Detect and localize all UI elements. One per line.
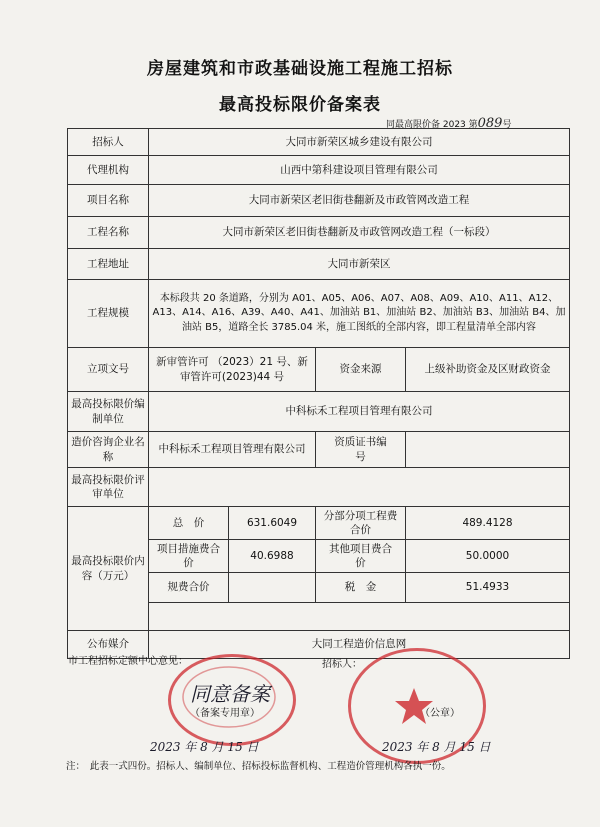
project-name-value: 大同市新荣区老旧街巷翻新及市政管网改造工程 (149, 185, 570, 217)
address-value: 大同市新荣区 (149, 249, 570, 280)
subitem-label: 分部分项工程费合价 (316, 507, 406, 540)
cert-value (406, 432, 570, 468)
scale-label: 工程规模 (68, 280, 149, 348)
row-price-1 (68, 507, 570, 540)
price-blank (149, 603, 570, 631)
fees-value (229, 573, 316, 603)
row-engineering-name (68, 217, 570, 249)
tenderer-value: 大同市新荣区城乡建设有限公司 (149, 129, 570, 156)
subitem-value: 489.4128 (406, 507, 570, 540)
cert-label: 资质证书编 号 (316, 432, 406, 468)
tenderer-date: 2023 年 8 月 15 日 (382, 740, 491, 754)
row-tenderer (68, 129, 570, 156)
center-opinion-label: 市工程招标定额中心意见： (68, 656, 188, 667)
footnote: 注： 此表一式四份。招标人、编制单位、招标投标监督机构、工程造价管理机构各执一份。 (66, 761, 451, 772)
title-line-1: 房屋建筑和市政基础设施工程施工招标 (147, 59, 453, 79)
row-compiler (68, 392, 570, 432)
row-consultant (68, 432, 570, 468)
center-date: 2023 年 8 月 15 日 (150, 740, 259, 754)
title-line-2: 最高投标限价备案表 (219, 95, 381, 115)
media-value: 大同工程造价信息网 (149, 631, 570, 659)
tenderer-label: 招标人 (68, 129, 149, 156)
compiler-value: 中科标禾工程项目管理有限公司 (149, 392, 570, 432)
tenderer-seal-note: （公章） (420, 708, 460, 719)
other-value: 50.0000 (406, 540, 570, 573)
compiler-label: 最高投标限价编制单位 (68, 392, 149, 432)
total-label: 总 价 (149, 507, 229, 540)
measures-value: 40.6988 (229, 540, 316, 573)
doc-number-value: 089 (477, 116, 503, 131)
agent-value: 山西中第科建设项目管理有限公司 (149, 156, 570, 185)
approval-label: 立项文号 (68, 348, 149, 392)
row-scale (68, 280, 570, 348)
row-reviewer (68, 468, 570, 507)
other-label: 其他项目费合 价 (316, 540, 406, 573)
total-value: 631.6049 (229, 507, 316, 540)
filing-table (67, 128, 570, 659)
tax-label: 税 金 (316, 573, 406, 603)
engineering-name-value: 大同市新荣区老旧街巷翻新及市政管网改造工程（一标段） (149, 217, 570, 249)
address-label: 工程地址 (68, 249, 149, 280)
engineering-name-label: 工程名称 (68, 217, 149, 249)
row-project-name (68, 185, 570, 217)
doc-number-suffix: 号 (502, 120, 512, 130)
media-label: 公布媒介 (68, 631, 149, 659)
fees-label: 规费合价 (149, 573, 229, 603)
consultant-label: 造价咨询企业名称 (68, 432, 149, 468)
price-label: 最高投标限价内容（万元） (68, 507, 149, 631)
project-name-label: 项目名称 (68, 185, 149, 217)
fund-label: 资金来源 (316, 348, 406, 392)
row-address (68, 249, 570, 280)
tax-value: 51.4933 (406, 573, 570, 603)
measures-label: 项目措施费合 价 (149, 540, 229, 573)
row-agent (68, 156, 570, 185)
scale-value: 本标段共 20 条道路，分别为 A01、A05、A06、A07、A08、A09、A10、A11、A12、A13、A14、A16、A39、A40、A41、加油站 B1、加油站 B2、加油站 B3、加油站 B4、加油站 B5，道路全长 3785.04 米，施工图纸的全部内容，即工程量清单全部内容 (149, 280, 570, 348)
approval-value: 新审管许可 （2023）21 号、新审管许可(2023)44 号 (149, 348, 316, 392)
row-approval (68, 348, 570, 392)
center-handwriting: 同意备案 (190, 682, 270, 706)
tenderer-sign-label: 招标人： (322, 659, 362, 670)
doc-number-prefix: 同最高限价备 2023 第 (386, 120, 478, 130)
center-seal-note: （备案专用章） (190, 708, 260, 719)
reviewer-value (149, 468, 570, 507)
consultant-value: 中科标禾工程项目管理有限公司 (149, 432, 316, 468)
fund-value: 上级补助资金及区财政资金 (406, 348, 570, 392)
reviewer-label: 最高投标限价评审单位 (68, 468, 149, 507)
agent-label: 代理机构 (68, 156, 149, 185)
